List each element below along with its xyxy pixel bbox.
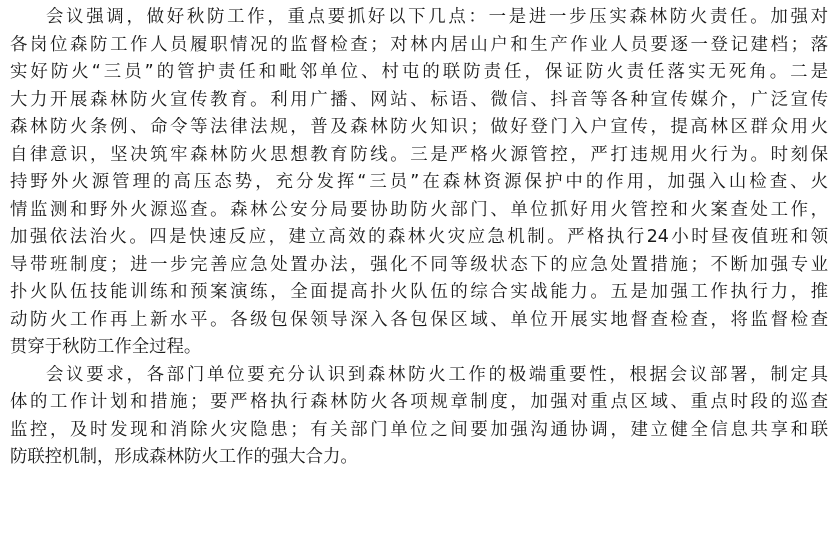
text-line: 防联控机制，形成森林防火工作的强大合力。 (10, 447, 358, 467)
paragraph-1 (10, 4, 828, 362)
text-line: 森林防火条例、命令等法律法规，普及森林防火知识；做好登门入户宣传，提高林区群众用火 (10, 117, 828, 137)
text-line: 自律意识，坚决筑牢森林防火思想教育防线。三是严格火源管控，严打违规用火行为。时刻保 (10, 144, 828, 165)
text-line: 会议强调，做好秋防工作，重点要抓好以下几点：一是进一步压实森林防火责任。加强对 (46, 7, 828, 27)
text-line: 监控，及时发现和消除火灾隐患；有关部门单位之间要加强沟通协调，建立健全信息共享和联 (10, 419, 828, 440)
text-line: 加强依法治火。四是快速反应，建立高效的森林火灾应急机制。严格执行24小时昼夜值班和领 (10, 227, 828, 247)
document-body (10, 4, 828, 472)
text-line: 贯穿于秋防工作全过程。 (10, 337, 202, 357)
text-line: 情监测和野外火源巡查。森林公安分局要协助防火部门、单位抓好用火管控和火案查处工作， (10, 199, 828, 220)
text-line: 实好防火“三员”的管护责任和毗邻单位、村屯的联防责任，保证防火责任落实无死角。二是 (10, 62, 828, 82)
paragraph-2 (10, 362, 828, 472)
text-line: 体的工作计划和措施；要严格执行森林防火各项规章制度，加强对重点区域、重点时段的巡查 (10, 392, 828, 412)
text-line: 会议要求，各部门单位要充分认识到森林防火工作的极端重要性，根据会议部署，制定具 (46, 364, 828, 385)
text-line: 各岗位森防工作人员履职情况的监督检查；对林内居山户和生产作业人员要逐一登记建档；落 (10, 34, 828, 55)
text-line: 扑火队伍技能训练和预案演练，全面提高扑火队伍的综合实战能力。五是加强工作执行力，推 (10, 282, 828, 302)
text-line: 动防火工作再上新水平。各级包保领导深入各包保区域、单位开展实地督查检查，将监督检查 (10, 309, 828, 330)
text-line: 大力开展森林防火宣传教育。利用广播、网站、标语、微信、抖音等各种宣传媒介，广泛宣传 (10, 89, 828, 110)
text-line: 持野外火源管理的高压态势，充分发挥“三员”在森林资源保护中的作用，加强入山检查、火 (10, 172, 828, 192)
text-line: 导带班制度；进一步完善应急处置办法，强化不同等级状态下的应急处置措施；不断加强专业 (10, 254, 828, 275)
